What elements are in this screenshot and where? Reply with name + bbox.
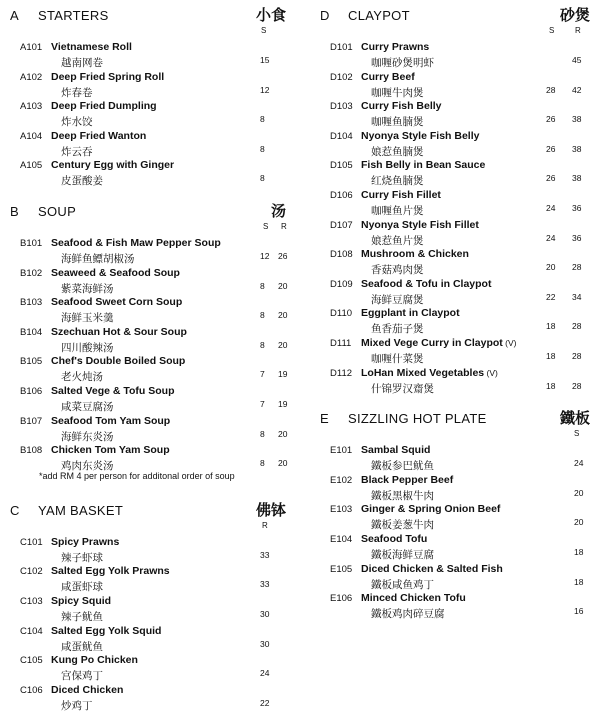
menu-item [320, 471, 590, 501]
item-price-small: 24 [546, 232, 556, 243]
item-english-text: Seafood Tofu [361, 532, 428, 545]
section-d [320, 4, 590, 393]
item-english-name [51, 130, 146, 142]
item-chinese-name: 红烧鱼腩煲 [371, 175, 424, 188]
section-header [320, 4, 590, 26]
item-price-regular: 28 [572, 262, 582, 273]
section-header [10, 200, 286, 222]
item-english-text: Chicken Tom Yam Soup [51, 444, 170, 457]
item-code: E106 [330, 593, 353, 605]
menu-item [10, 127, 286, 157]
menu-item [10, 592, 286, 622]
item-chinese-name: 咸菜豆腐汤 [61, 400, 114, 413]
item-price-small: 18 [574, 546, 584, 557]
menu-item [10, 441, 286, 471]
menu-item [10, 264, 286, 294]
menu-item [10, 562, 286, 592]
item-suffix: (V) [484, 367, 498, 378]
item-english-text: Mixed Vege Curry in Claypot [361, 336, 503, 349]
section-chinese-title: 小食 [255, 6, 286, 24]
item-english-name [361, 248, 469, 260]
item-english-name [361, 474, 453, 486]
item-english-name [51, 100, 157, 112]
menu-item [320, 216, 590, 246]
item-price-small: 16 [574, 606, 584, 617]
section-e [320, 407, 590, 619]
item-chinese-name: 海鲜鱼鳔胡椒汤 [61, 252, 135, 265]
price-column-header [10, 26, 286, 38]
item-price-small: 18 [574, 576, 584, 587]
item-chinese-name: 辣子鱿鱼 [61, 610, 103, 623]
item-chinese-name: 四川酸辣汤 [61, 341, 114, 354]
item-english-text: Curry Fish Belly [361, 100, 442, 113]
section-letter: E [320, 411, 329, 427]
item-chinese-name: 什锦罗汉齋煲 [371, 382, 434, 395]
item-english-name [361, 503, 500, 515]
section-chinese-title: 鐵板 [559, 409, 590, 428]
price-column-header [10, 521, 286, 533]
item-english-text: Diced Chicken & Salted Fish [361, 562, 503, 575]
menu-item [10, 681, 286, 711]
item-english-name [51, 536, 119, 548]
menu-item [320, 68, 590, 98]
menu-item [320, 441, 590, 471]
item-english-name [361, 592, 466, 604]
item-english-text: Deep Fried Dumpling [51, 100, 157, 113]
item-english-name [361, 307, 460, 319]
item-english-name [51, 296, 182, 308]
item-chinese-name: 皮蛋酸姜 [61, 175, 103, 188]
price-column-label: S [549, 26, 555, 35]
item-price-small: 22 [546, 291, 556, 302]
menu-item [320, 334, 590, 364]
menu-item [10, 156, 286, 186]
item-code: C105 [20, 655, 43, 667]
item-english-name [361, 367, 498, 379]
item-english-name [361, 563, 503, 575]
item-price-regular: 33 [260, 579, 270, 590]
item-price-regular: 20 [278, 339, 288, 350]
section-chinese-title: 佛钵 [255, 500, 286, 519]
item-code: E102 [330, 474, 353, 486]
item-price-regular: 33 [260, 549, 270, 560]
item-code: D110 [330, 308, 353, 320]
item-code: D108 [330, 249, 353, 261]
item-english-name [51, 385, 174, 397]
item-price-small: 24 [546, 202, 556, 213]
item-chinese-name: 咸蛋虾球 [61, 581, 103, 594]
item-price-small: 12 [260, 84, 270, 95]
item-price-regular: 28 [572, 350, 582, 361]
menu-item [10, 323, 286, 353]
item-english-text: Salted Vege & Tofu Soup [51, 384, 175, 397]
item-english-text: Deep Fried Spring Roll [51, 70, 165, 83]
item-chinese-name: 鱼香茄子煲 [371, 323, 424, 336]
item-price-regular: 30 [260, 608, 270, 619]
section-title: SIZZLING HOT PLATE [348, 411, 487, 427]
item-price-small: 12 [260, 250, 270, 261]
item-code: A103 [20, 101, 43, 113]
item-code: B101 [20, 237, 43, 249]
item-price-regular: 36 [572, 232, 582, 243]
menu-item [10, 382, 286, 412]
item-code: A102 [20, 71, 43, 83]
item-price-regular: 19 [278, 369, 288, 380]
section-a [10, 4, 286, 186]
item-code: E105 [330, 563, 353, 575]
item-price-small: 24 [574, 458, 584, 469]
item-chinese-name: 宫保鸡丁 [61, 670, 103, 683]
item-price-small: 8 [260, 339, 265, 350]
item-price-small: 8 [260, 280, 265, 291]
item-price-small: 8 [260, 310, 265, 321]
item-english-text: Szechuan Hot & Sour Soup [51, 325, 187, 338]
item-price-regular: 34 [572, 291, 582, 302]
menu-item [10, 293, 286, 323]
item-english-text: Sambal Squid [361, 444, 431, 457]
item-price-small: 26 [546, 143, 556, 154]
item-english-text: Seafood Sweet Corn Soup [51, 296, 183, 309]
item-price-small: 8 [260, 143, 265, 154]
item-chinese-name: 炸春卷 [61, 86, 93, 99]
item-price-small: 18 [546, 321, 556, 332]
item-english-text: Kung Po Chicken [51, 654, 138, 667]
section-chinese-title: 砂煲 [559, 6, 590, 24]
menu-item [10, 68, 286, 98]
section-note: *add RM 4 per person for additonal order of soup [39, 470, 235, 481]
item-price-small: 20 [574, 487, 584, 498]
menu-item [320, 304, 590, 334]
item-english-text: Minced Chicken Tofu [361, 592, 466, 605]
section-c [10, 499, 286, 711]
item-english-text: Nyonya Style Fish Fillet [361, 218, 479, 231]
item-price-regular: 26 [278, 250, 288, 261]
item-price-small: 8 [260, 458, 265, 469]
item-chinese-name: 辣子虾球 [61, 551, 103, 564]
item-english-name [51, 625, 161, 637]
item-code: C102 [20, 566, 43, 578]
section-letter: D [320, 8, 330, 23]
item-price-regular: 28 [572, 380, 582, 391]
item-chinese-name: 鸡肉东炎汤 [61, 460, 114, 473]
right-column [320, 0, 590, 619]
item-price-regular: 20 [278, 428, 288, 439]
item-english-name [361, 337, 517, 349]
item-price-regular: 38 [572, 173, 582, 184]
item-chinese-name: 鐵板咸鱼鸡丁 [371, 578, 434, 591]
menu-item [10, 38, 286, 68]
item-english-name [361, 159, 485, 171]
price-column-label: S [263, 221, 269, 231]
item-code: B106 [20, 385, 43, 397]
item-chinese-name: 炒鸡丁 [61, 699, 93, 712]
item-english-text: Nyonya Style Fish Belly [361, 129, 480, 142]
item-english-text: Seaweed & Seafood Soup [51, 266, 180, 279]
item-chinese-name: 咖喱鱼腩煲 [371, 116, 424, 129]
item-chinese-name: 鐵板黑椒牛肉 [371, 489, 434, 502]
item-code: D107 [330, 219, 353, 231]
item-price-small: 20 [574, 517, 584, 528]
item-code: A104 [20, 130, 43, 142]
menu-item [10, 97, 286, 127]
item-price-small: 8 [260, 114, 265, 125]
item-price-regular: 20 [278, 310, 288, 321]
item-english-name [361, 41, 429, 53]
item-price-small: 18 [546, 380, 556, 391]
section-title: CLAYPOT [348, 8, 410, 23]
item-english-text: Eggplant in Claypot [361, 307, 460, 320]
section-b [10, 200, 286, 485]
item-chinese-name: 咖喱什菜煲 [371, 352, 424, 365]
item-code: E101 [330, 445, 353, 457]
item-chinese-name: 鐵板海鲜豆腐 [371, 548, 434, 561]
item-english-name [361, 219, 479, 231]
price-column-header [10, 222, 286, 234]
item-chinese-name: 咖喱牛肉煲 [371, 86, 424, 99]
item-chinese-name: 老火炖汤 [61, 371, 103, 384]
item-chinese-name: 紫菜海鲜汤 [61, 282, 114, 295]
item-price-regular: 28 [572, 321, 582, 332]
item-price-regular: 20 [278, 280, 288, 291]
item-english-text: Diced Chicken [51, 683, 124, 696]
price-column-label: R [281, 221, 287, 231]
item-english-text: Chef's Double Boiled Soup [51, 355, 186, 368]
item-price-regular: 19 [278, 398, 288, 409]
item-code: A105 [20, 160, 43, 172]
section-title: YAM BASKET [38, 502, 124, 518]
item-code: B107 [20, 415, 43, 427]
item-price-small: 7 [260, 369, 265, 380]
item-english-text: Seafood & Fish Maw Pepper Soup [51, 236, 221, 249]
item-english-text: Black Pepper Beef [361, 473, 454, 486]
item-english-name [51, 355, 185, 367]
section-title: STARTERS [38, 8, 109, 23]
menu-item [320, 500, 590, 530]
left-column [10, 0, 286, 710]
item-code: D103 [330, 101, 353, 113]
item-code: C106 [20, 684, 43, 696]
item-code: D101 [330, 42, 353, 53]
price-column-label: S [261, 26, 267, 35]
item-chinese-name: 海鲜玉米羹 [61, 312, 114, 325]
item-english-text: Curry Prawns [361, 41, 430, 53]
menu-item [10, 651, 286, 681]
item-english-text: Vietnamese Roll [51, 41, 132, 53]
item-price-small: 15 [260, 55, 270, 65]
item-english-name [51, 326, 187, 338]
price-column-label: S [574, 429, 580, 439]
item-english-name [51, 444, 170, 456]
item-english-text: Mushroom & Chicken [361, 248, 469, 261]
menu-item [320, 186, 590, 216]
item-chinese-name: 咸蛋鱿鱼 [61, 640, 103, 653]
item-chinese-name: 娘惹鱼片煲 [371, 234, 424, 247]
item-code: B108 [20, 445, 43, 457]
item-code: A101 [20, 42, 43, 53]
item-code: D102 [330, 71, 353, 83]
item-english-name [51, 565, 170, 577]
section-letter: B [10, 203, 19, 219]
item-chinese-name: 鐵板鸡肉碎豆腐 [371, 608, 445, 621]
item-price-small: 20 [546, 262, 556, 273]
menu-item [320, 560, 590, 590]
price-column-label: R [575, 26, 581, 35]
item-english-text: Curry Fish Fillet [361, 188, 441, 201]
section-header [320, 407, 590, 429]
item-english-text: Salted Egg Yolk Prawns [51, 565, 170, 578]
item-code: B103 [20, 297, 43, 309]
item-english-name [361, 130, 479, 142]
item-code: C104 [20, 625, 43, 637]
item-code: D112 [330, 367, 353, 379]
item-code: B104 [20, 326, 43, 338]
item-price-regular: 45 [572, 55, 582, 65]
section-header [10, 499, 286, 521]
item-english-text: Seafood Tom Yam Soup [51, 414, 171, 427]
item-price-regular: 36 [572, 202, 582, 213]
item-chinese-name: 鐵板参巴鱿鱼 [371, 460, 434, 473]
item-code: D105 [330, 160, 353, 172]
item-english-text: Salted Egg Yolk Squid [51, 624, 162, 637]
menu-item [320, 38, 590, 68]
menu-item [320, 245, 590, 275]
item-code: D111 [330, 337, 352, 349]
item-chinese-name: 越南网卷 [61, 57, 103, 69]
section-letter: A [10, 8, 19, 23]
menu-item [320, 364, 590, 394]
item-english-name [361, 71, 415, 83]
item-english-name [51, 267, 180, 279]
price-column-label: R [262, 520, 268, 530]
item-code: D106 [330, 189, 353, 201]
item-chinese-name: 咖喱砂煲明虾 [371, 57, 434, 69]
item-code: E104 [330, 533, 353, 545]
item-chinese-name: 炸水饺 [61, 116, 93, 129]
item-english-name [361, 533, 427, 545]
item-price-small: 7 [260, 398, 265, 409]
item-english-text: Ginger & Spring Onion Beef [361, 503, 501, 516]
item-english-text: Fish Belly in Bean Sauce [361, 159, 486, 172]
item-code: C101 [20, 536, 43, 548]
item-chinese-name: 香菇鸡肉煲 [371, 264, 424, 277]
section-letter: C [10, 502, 20, 518]
menu-item [10, 533, 286, 563]
menu-item [320, 275, 590, 305]
section-title: SOUP [38, 203, 77, 219]
item-english-name [51, 684, 123, 696]
item-suffix: (V) [502, 337, 517, 348]
item-english-name [51, 41, 132, 53]
item-code: C103 [20, 595, 43, 607]
item-price-small: 8 [260, 173, 265, 184]
item-english-name [361, 100, 442, 112]
item-price-small: 18 [546, 350, 556, 361]
menu-item [320, 97, 590, 127]
item-chinese-name: 炸云吞 [61, 145, 93, 158]
menu-item [10, 352, 286, 382]
item-english-text: Century Egg with Ginger [51, 159, 175, 172]
item-english-name [51, 71, 164, 83]
item-code: B105 [20, 356, 43, 368]
item-price-regular: 22 [260, 697, 270, 708]
section-chinese-title: 汤 [270, 201, 286, 220]
menu-item [10, 412, 286, 442]
item-english-text: Spicy Squid [51, 594, 112, 607]
menu-item [320, 156, 590, 186]
item-code: D104 [330, 130, 353, 142]
item-english-name [51, 237, 221, 249]
menu-item [10, 622, 286, 652]
item-price-regular: 30 [260, 638, 270, 649]
item-chinese-name: 海鲜豆腐煲 [371, 293, 424, 306]
item-english-name [51, 159, 174, 171]
item-price-regular: 38 [572, 143, 582, 154]
item-code: D109 [330, 278, 353, 290]
item-code: B102 [20, 267, 43, 279]
menu-item [10, 234, 286, 264]
item-price-regular: 20 [278, 458, 288, 469]
item-english-text: LoHan Mixed Vegetables [361, 366, 485, 379]
item-price-regular: 38 [572, 114, 582, 125]
item-price-small: 26 [546, 173, 556, 184]
item-english-name [361, 444, 430, 456]
item-english-text: Spicy Prawns [51, 535, 120, 548]
item-english-text: Seafood & Tofu in Claypot [361, 277, 492, 290]
item-price-regular: 24 [260, 668, 270, 679]
item-price-small: 8 [260, 428, 265, 439]
menu-item [320, 530, 590, 560]
item-english-text: Deep Fried Wanton [51, 129, 147, 142]
item-price-small: 28 [546, 84, 556, 95]
price-column-header [320, 429, 590, 441]
item-english-name [361, 189, 441, 201]
item-english-name [51, 654, 138, 666]
item-price-regular: 42 [572, 84, 582, 95]
item-english-name [51, 595, 111, 607]
item-english-name [361, 278, 491, 290]
menu-item [320, 589, 590, 619]
price-column-header [320, 26, 590, 38]
item-chinese-name: 咖喱鱼片煲 [371, 204, 424, 217]
item-chinese-name: 鐵板姜葱牛肉 [371, 519, 434, 532]
item-chinese-name: 娘惹鱼腩煲 [371, 145, 424, 158]
item-chinese-name: 海鲜东炎汤 [61, 430, 114, 443]
item-code: E103 [330, 504, 353, 516]
item-price-small: 26 [546, 114, 556, 125]
menu-item [320, 127, 590, 157]
item-english-name [51, 415, 170, 427]
item-english-text: Curry Beef [361, 70, 415, 83]
section-header [10, 4, 286, 26]
